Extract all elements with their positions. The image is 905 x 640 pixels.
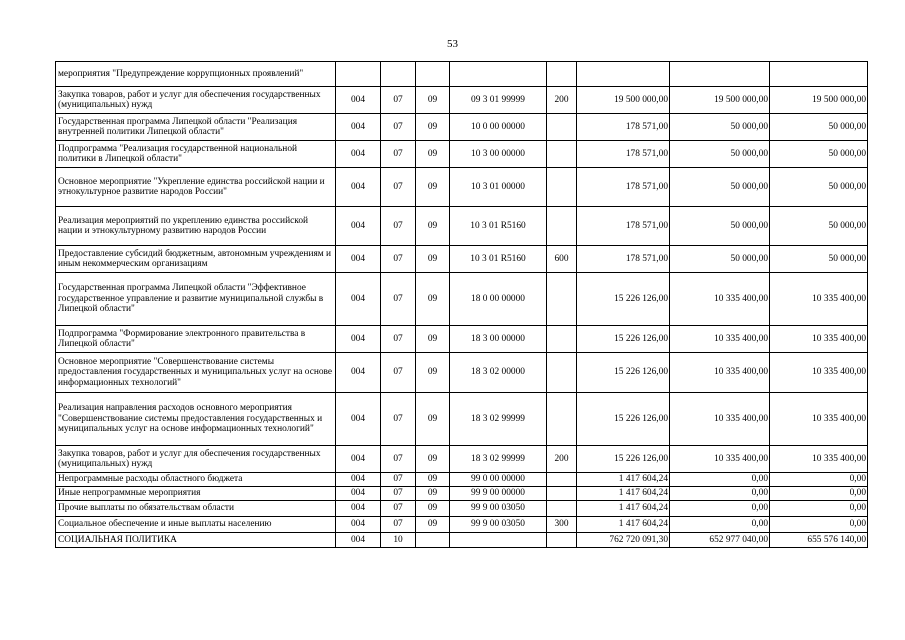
table-row [56, 141, 868, 168]
cell-subsection: 09 [416, 246, 450, 273]
table-row [56, 473, 868, 487]
table-row [56, 326, 868, 353]
cell-name: Прочие выплаты по обязательствам области [56, 501, 336, 517]
cell-target-article: 18 3 02 99999 [450, 393, 547, 446]
cell-ved: 004 [336, 141, 381, 168]
cell-section: 07 [381, 393, 416, 446]
cell-amount-2: 19 500 000,00 [670, 87, 770, 114]
cell-name: Социальное обеспечение и иные выплаты населению [56, 517, 336, 533]
cell-name: Государственная программа Липецкой области "Эффективное государственное управление и развитие муниципальной службы в Липецкой области" [56, 273, 336, 326]
cell-subsection [416, 62, 450, 87]
cell-ved: 004 [336, 246, 381, 273]
cell-amount-2: 50 000,00 [670, 246, 770, 273]
cell-target-article: 10 3 01 R5160 [450, 207, 547, 246]
cell-amount-2: 50 000,00 [670, 168, 770, 207]
cell-expense-type [547, 207, 577, 246]
cell-amount-1: 178 571,00 [577, 141, 670, 168]
cell-amount-2: 0,00 [670, 473, 770, 487]
cell-target-article: 10 3 01 00000 [450, 168, 547, 207]
cell-subsection: 09 [416, 446, 450, 473]
cell-ved: 004 [336, 207, 381, 246]
cell-name: Непрограммные расходы областного бюджета [56, 473, 336, 487]
cell-ved: 004 [336, 487, 381, 501]
cell-amount-1: 178 571,00 [577, 168, 670, 207]
cell-amount-2: 652 977 040,00 [670, 533, 770, 548]
cell-subsection: 09 [416, 87, 450, 114]
table-row [56, 273, 868, 326]
cell-name: Закупка товаров, работ и услуг для обеспечения государственных (муниципальных) нужд [56, 446, 336, 473]
cell-amount-1: 1 417 604,24 [577, 473, 670, 487]
cell-expense-type [547, 62, 577, 87]
cell-expense-type: 600 [547, 246, 577, 273]
page-number: 53 [447, 38, 458, 50]
cell-amount-1: 15 226 126,00 [577, 353, 670, 393]
cell-section: 07 [381, 87, 416, 114]
cell-ved: 004 [336, 353, 381, 393]
cell-subsection: 09 [416, 141, 450, 168]
table-row [56, 353, 868, 393]
cell-subsection: 09 [416, 393, 450, 446]
cell-section: 10 [381, 533, 416, 548]
cell-ved: 004 [336, 501, 381, 517]
cell-subsection: 09 [416, 326, 450, 353]
cell-ved: 004 [336, 326, 381, 353]
cell-amount-3 [770, 62, 868, 87]
table-row [56, 114, 868, 141]
cell-target-article: 10 0 00 00000 [450, 114, 547, 141]
cell-ved: 004 [336, 273, 381, 326]
cell-name: Реализация направления расходов основного мероприятия "Совершенствование системы предоставления государственных и муниципальных услуг на основе информационных технологий" [56, 393, 336, 446]
cell-amount-1: 178 571,00 [577, 207, 670, 246]
cell-section: 07 [381, 246, 416, 273]
cell-amount-3: 10 335 400,00 [770, 446, 868, 473]
cell-amount-3: 0,00 [770, 487, 868, 501]
cell-ved: 004 [336, 393, 381, 446]
cell-name: Реализация мероприятий по укреплению единства российской нации и этнокультурному развитию народов России [56, 207, 336, 246]
cell-name: Подпрограмма "Формирование электронного правительства в Липецкой области" [56, 326, 336, 353]
cell-expense-type [547, 273, 577, 326]
cell-ved [336, 62, 381, 87]
cell-target-article: 99 9 00 03050 [450, 517, 547, 533]
table-row [56, 393, 868, 446]
cell-amount-2: 0,00 [670, 517, 770, 533]
cell-amount-1: 762 720 091,30 [577, 533, 670, 548]
table-row [56, 487, 868, 501]
cell-target-article: 18 0 00 00000 [450, 273, 547, 326]
cell-expense-type: 200 [547, 87, 577, 114]
cell-name: Иные непрограммные мероприятия [56, 487, 336, 501]
cell-name: Предоставление субсидий бюджетным, автономным учреждениям и иным некоммерческим организациям [56, 246, 336, 273]
cell-amount-1: 1 417 604,24 [577, 487, 670, 501]
table-row [56, 246, 868, 273]
cell-amount-3: 50 000,00 [770, 168, 868, 207]
cell-section: 07 [381, 501, 416, 517]
cell-section: 07 [381, 326, 416, 353]
cell-amount-2: 50 000,00 [670, 141, 770, 168]
cell-amount-3: 19 500 000,00 [770, 87, 868, 114]
cell-subsection: 09 [416, 168, 450, 207]
cell-subsection: 09 [416, 353, 450, 393]
cell-amount-2: 10 335 400,00 [670, 393, 770, 446]
cell-amount-1: 1 417 604,24 [577, 501, 670, 517]
cell-amount-3: 0,00 [770, 501, 868, 517]
cell-section: 07 [381, 353, 416, 393]
cell-amount-2: 0,00 [670, 487, 770, 501]
cell-section: 07 [381, 114, 416, 141]
cell-amount-3: 50 000,00 [770, 141, 868, 168]
cell-amount-1 [577, 62, 670, 87]
cell-ved: 004 [336, 473, 381, 487]
cell-amount-2: 50 000,00 [670, 114, 770, 141]
cell-amount-3: 50 000,00 [770, 114, 868, 141]
cell-target-article [450, 533, 547, 548]
cell-target-article: 10 3 00 00000 [450, 141, 547, 168]
cell-name: Подпрограмма "Реализация государственной национальной политики в Липецкой области" [56, 141, 336, 168]
cell-subsection: 09 [416, 473, 450, 487]
cell-expense-type [547, 393, 577, 446]
cell-target-article: 18 3 02 99999 [450, 446, 547, 473]
cell-section: 07 [381, 487, 416, 501]
cell-expense-type [547, 353, 577, 393]
cell-subsection: 09 [416, 273, 450, 326]
cell-target-article [450, 62, 547, 87]
cell-amount-1: 15 226 126,00 [577, 393, 670, 446]
cell-amount-3: 10 335 400,00 [770, 273, 868, 326]
cell-section: 07 [381, 141, 416, 168]
cell-amount-3: 0,00 [770, 517, 868, 533]
cell-ved: 004 [336, 87, 381, 114]
table-row [56, 62, 868, 87]
cell-ved: 004 [336, 533, 381, 548]
cell-amount-1: 15 226 126,00 [577, 326, 670, 353]
table-row [56, 501, 868, 517]
cell-expense-type: 300 [547, 517, 577, 533]
cell-ved: 004 [336, 168, 381, 207]
cell-name: СОЦИАЛЬНАЯ ПОЛИТИКА [56, 533, 336, 548]
cell-target-article: 99 9 00 00000 [450, 487, 547, 501]
cell-expense-type [547, 326, 577, 353]
cell-amount-2: 10 335 400,00 [670, 326, 770, 353]
table-body [56, 62, 868, 548]
cell-subsection: 09 [416, 114, 450, 141]
cell-section: 07 [381, 207, 416, 246]
cell-amount-3: 0,00 [770, 473, 868, 487]
cell-section: 07 [381, 273, 416, 326]
cell-section [381, 62, 416, 87]
budget-table [55, 61, 868, 548]
table-row [56, 533, 868, 548]
cell-ved: 004 [336, 517, 381, 533]
cell-amount-1: 19 500 000,00 [577, 87, 670, 114]
table-row [56, 168, 868, 207]
cell-name: Государственная программа Липецкой области "Реализация внутренней политики Липецкой области" [56, 114, 336, 141]
cell-subsection: 09 [416, 517, 450, 533]
table-row [56, 517, 868, 533]
cell-target-article: 10 3 01 R5160 [450, 246, 547, 273]
cell-expense-type [547, 473, 577, 487]
table-row [56, 207, 868, 246]
cell-expense-type [547, 141, 577, 168]
cell-amount-3: 50 000,00 [770, 246, 868, 273]
cell-amount-3: 50 000,00 [770, 207, 868, 246]
cell-amount-2: 10 335 400,00 [670, 446, 770, 473]
cell-subsection: 09 [416, 207, 450, 246]
cell-amount-2: 0,00 [670, 501, 770, 517]
table-row [56, 446, 868, 473]
table-row [56, 87, 868, 114]
cell-name: Основное мероприятие "Укрепление единства российской нации и этнокультурное развитие народов России" [56, 168, 336, 207]
cell-target-article: 18 3 02 00000 [450, 353, 547, 393]
cell-amount-2: 10 335 400,00 [670, 353, 770, 393]
cell-expense-type [547, 168, 577, 207]
cell-amount-1: 15 226 126,00 [577, 446, 670, 473]
cell-section: 07 [381, 517, 416, 533]
cell-name: Закупка товаров, работ и услуг для обеспечения государственных (муниципальных) нужд [56, 87, 336, 114]
cell-section: 07 [381, 473, 416, 487]
cell-amount-2: 50 000,00 [670, 207, 770, 246]
cell-ved: 004 [336, 114, 381, 141]
cell-amount-2 [670, 62, 770, 87]
cell-expense-type: 200 [547, 446, 577, 473]
cell-target-article: 99 9 00 03050 [450, 501, 547, 517]
cell-section: 07 [381, 446, 416, 473]
cell-expense-type [547, 533, 577, 548]
cell-name: Основное мероприятие "Совершенствование системы предоставления государственных и муниципальных услуг на основе информационных технологий" [56, 353, 336, 393]
cell-amount-1: 178 571,00 [577, 246, 670, 273]
cell-expense-type [547, 114, 577, 141]
cell-amount-3: 10 335 400,00 [770, 393, 868, 446]
cell-amount-1: 1 417 604,24 [577, 517, 670, 533]
cell-section: 07 [381, 168, 416, 207]
cell-amount-3: 10 335 400,00 [770, 353, 868, 393]
cell-target-article: 09 3 01 99999 [450, 87, 547, 114]
cell-amount-3: 655 576 140,00 [770, 533, 868, 548]
cell-ved: 004 [336, 446, 381, 473]
cell-amount-3: 10 335 400,00 [770, 326, 868, 353]
cell-expense-type [547, 501, 577, 517]
cell-subsection: 09 [416, 501, 450, 517]
cell-name: мероприятия "Предупреждение коррупционных проявлений" [56, 62, 336, 87]
cell-amount-2: 10 335 400,00 [670, 273, 770, 326]
cell-amount-1: 178 571,00 [577, 114, 670, 141]
cell-subsection: 09 [416, 487, 450, 501]
cell-expense-type [547, 487, 577, 501]
cell-target-article: 99 0 00 00000 [450, 473, 547, 487]
cell-amount-1: 15 226 126,00 [577, 273, 670, 326]
cell-target-article: 18 3 00 00000 [450, 326, 547, 353]
cell-subsection [416, 533, 450, 548]
